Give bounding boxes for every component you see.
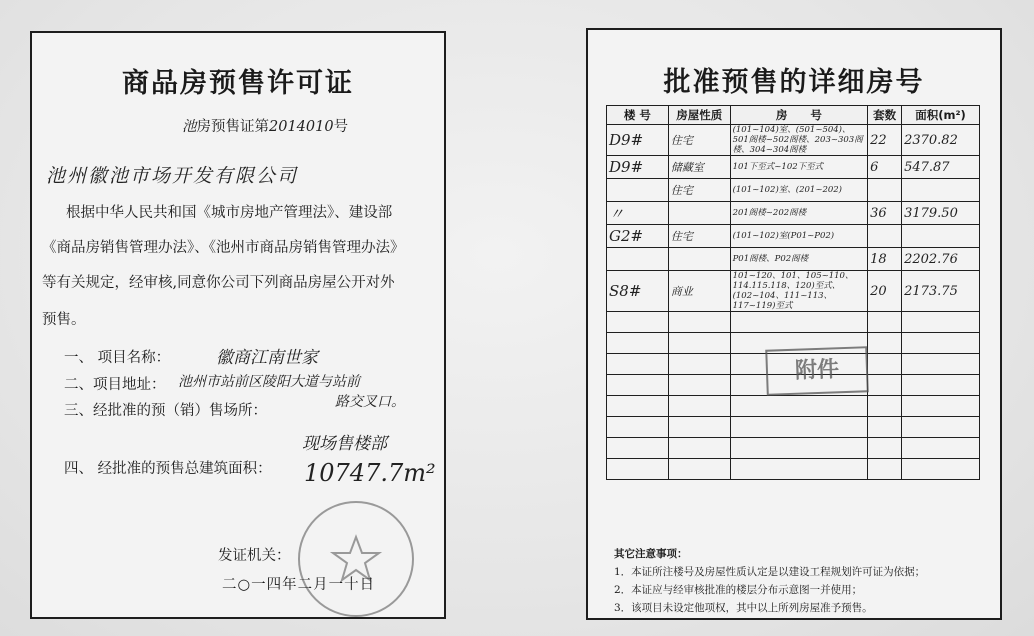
empty-cell [668, 459, 730, 480]
table-cell-area: 2173.75 [902, 271, 980, 312]
item2-label: 二、项目地址： [64, 377, 166, 393]
empty-cell [868, 354, 902, 375]
empty-cell [730, 417, 868, 438]
presale-permit-panel [30, 31, 446, 619]
table-cell-area [902, 225, 980, 248]
table-cell-type: 住宅 [668, 179, 730, 202]
empty-table-row [607, 396, 980, 417]
empty-cell [868, 396, 902, 417]
table-cell-building: 〃 [607, 202, 669, 225]
table-cell-area: 2202.76 [902, 248, 980, 271]
empty-cell [868, 417, 902, 438]
table-cell-rooms: P01阁楼、P02阁楼 [730, 248, 868, 271]
table-cell-building: G2# [607, 225, 669, 248]
table-cell-rooms: 101下至式~102下至式 [730, 156, 868, 179]
note-3: 3．该项目未设定他项权，其中以上所列房屋准予预售。 [614, 602, 873, 614]
item1-value: 徽商江南世家 [216, 348, 318, 368]
table-cell-count: 20 [868, 271, 902, 312]
table-row [607, 225, 980, 248]
empty-cell [868, 333, 902, 354]
table-header-cell: 房屋性质 [668, 106, 730, 125]
table-cell-rooms: (101~102)室、(201~202) [730, 179, 868, 202]
stamp-mark: 附件 [765, 346, 869, 396]
table-row [607, 271, 980, 312]
table-cell-rooms: (101~104)室、(501~504)、501阁楼~502阁楼、203~303阁楼、304~304阁楼 [730, 125, 868, 156]
empty-cell [902, 375, 980, 396]
table-cell-rooms: 101~120、101、105~110、114.115.118、120)至式、(102~104、111~113、117~119)至式 [730, 271, 868, 312]
empty-cell [607, 417, 669, 438]
table-cell-area [902, 179, 980, 202]
issue-date: 二○一四年二月一十日 [222, 577, 376, 593]
item4-label: 四、 经批准的预售总建筑面积： [64, 461, 272, 477]
empty-cell [730, 396, 868, 417]
empty-cell [668, 375, 730, 396]
empty-cell [607, 438, 669, 459]
table-cell-type: 住宅 [668, 225, 730, 248]
cert-year: 2014 [269, 119, 306, 135]
empty-cell [668, 396, 730, 417]
cert-suffix: 号 [333, 119, 349, 135]
table-cell-count: 22 [868, 125, 902, 156]
empty-cell [730, 459, 868, 480]
table-cell-type: 储藏室 [668, 156, 730, 179]
body-line-3: 等有关规定，经审核,同意你公司下列商品房屋公开对外 [42, 275, 395, 291]
empty-table-row [607, 459, 980, 480]
company-name: 池州徽池市场开发有限公司 [46, 165, 299, 187]
issuer-label: 发证机关： [218, 548, 291, 564]
body-line-4: 预售。 [42, 312, 86, 328]
empty-cell [607, 354, 669, 375]
empty-cell [868, 312, 902, 333]
cert-number [182, 115, 348, 136]
table-cell-count: 36 [868, 202, 902, 225]
empty-cell [668, 417, 730, 438]
table-row [607, 202, 980, 225]
empty-cell [668, 312, 730, 333]
table-cell-count [868, 179, 902, 202]
table-header-cell: 房 号 [730, 106, 868, 125]
table-row [607, 179, 980, 202]
empty-cell [868, 375, 902, 396]
table-cell-building [607, 179, 669, 202]
note-2: 2．本证应与经审核批准的楼层分布示意图一并使用； [614, 584, 863, 596]
seal-star-icon [300, 503, 412, 615]
note-1: 1．本证所注楼号及房屋性质认定是以建设工程规划许可证为依据； [614, 566, 926, 578]
item4-value: 10747.7m² [304, 459, 436, 487]
table-header-cell: 楼 号 [607, 106, 669, 125]
empty-cell [902, 396, 980, 417]
empty-cell [607, 375, 669, 396]
empty-cell [668, 354, 730, 375]
item3-value: 现场售楼部 [302, 434, 387, 454]
table-row [607, 125, 980, 156]
table-cell-building: D9# [607, 125, 669, 156]
table-cell-count: 6 [868, 156, 902, 179]
table-header-cell: 面积(m²) [902, 106, 980, 125]
table-cell-type [668, 202, 730, 225]
empty-cell [730, 438, 868, 459]
official-seal [298, 501, 414, 617]
empty-cell [902, 333, 980, 354]
detail-title: 批准预售的详细房号 [663, 67, 925, 98]
table-header-cell: 套数 [868, 106, 902, 125]
table-cell-rooms: 201阁楼~202阁楼 [730, 202, 868, 225]
empty-cell [607, 396, 669, 417]
table-row [607, 156, 980, 179]
table-cell-building [607, 248, 669, 271]
item2-value: 池州市站前区陵阳大道与站前 [178, 374, 360, 390]
cert-mid: 房预售证第 [196, 119, 269, 135]
table-cell-count [868, 225, 902, 248]
empty-cell [668, 333, 730, 354]
room-table [606, 105, 980, 480]
table-row [607, 248, 980, 271]
empty-cell [607, 333, 669, 354]
permit-title: 商品房预售许可证 [122, 68, 354, 99]
empty-cell [902, 459, 980, 480]
table-cell-count: 18 [868, 248, 902, 271]
empty-cell [607, 312, 669, 333]
table-cell-area: 3179.50 [902, 202, 980, 225]
table-cell-area: 2370.82 [902, 125, 980, 156]
table-cell-type: 住宅 [668, 125, 730, 156]
table-cell-area: 547.87 [902, 156, 980, 179]
empty-cell [902, 417, 980, 438]
table-cell-type: 商业 [668, 271, 730, 312]
table-cell-building: D9# [607, 156, 669, 179]
empty-table-row [607, 417, 980, 438]
table-header-row [607, 106, 980, 125]
item3-label: 三、经批准的预（销）售场所： [64, 403, 267, 419]
empty-cell [730, 312, 868, 333]
empty-cell [868, 438, 902, 459]
cert-prefix: 池 [182, 119, 197, 135]
empty-table-row [607, 438, 980, 459]
table-cell-rooms: (101~102)室(P01~P02) [730, 225, 868, 248]
empty-cell [607, 459, 669, 480]
empty-cell [868, 459, 902, 480]
item2-value-2: 路交叉口。 [335, 394, 405, 410]
empty-cell [902, 312, 980, 333]
room-detail-panel [586, 28, 1002, 620]
cert-num: 010 [305, 119, 334, 135]
item1-label: 一、 项目名称： [64, 350, 171, 366]
empty-cell [668, 438, 730, 459]
table-cell-building: S8# [607, 271, 669, 312]
empty-cell [902, 354, 980, 375]
notes-title: 其它注意事项： [614, 548, 688, 560]
empty-table-row [607, 312, 980, 333]
table-cell-type [668, 248, 730, 271]
body-line-2: 《商品房销售管理办法》、《池州市商品房销售管理办法》 [42, 240, 405, 256]
empty-cell [902, 438, 980, 459]
body-line-1: 根据中华人民共和国《城市房地产管理法》、建设部 [66, 205, 393, 221]
